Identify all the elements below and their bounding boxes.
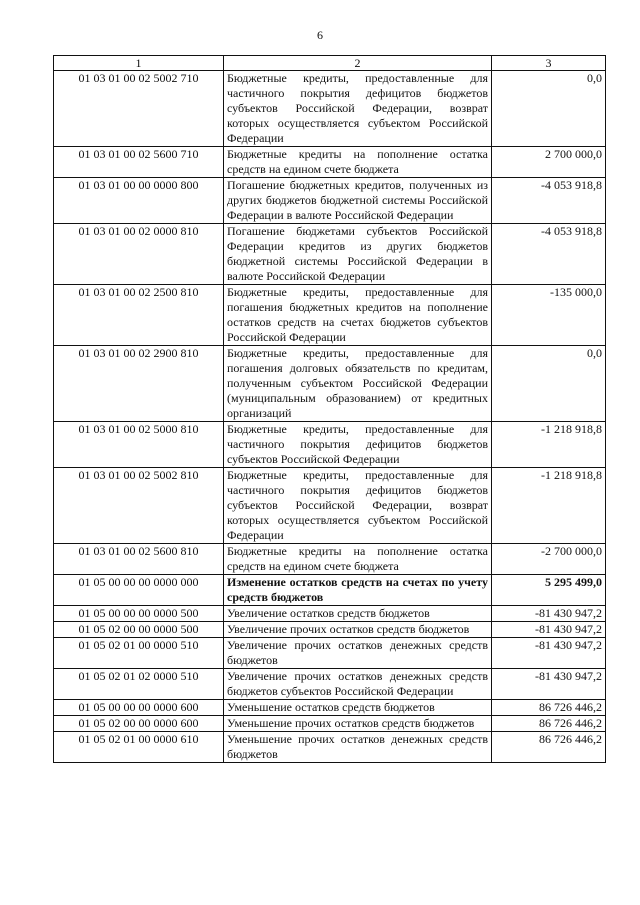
row-description-cell: Бюджетные кредиты, предоставленные для погашения долговых обязательств по кредитам, полученным субъектом Российской Федерации (муниципальным образованием) от кредитных организаций	[224, 346, 492, 422]
table-row	[54, 147, 606, 178]
row-code-cell: 01 03 01 00 02 5000 810	[54, 422, 224, 468]
table-row	[54, 544, 606, 575]
column-header-amount: 3	[492, 56, 606, 71]
table-header-row	[54, 56, 606, 71]
table-row	[54, 732, 606, 763]
row-description-cell: Уменьшение прочих остатков денежных средств бюджетов	[224, 732, 492, 763]
column-header-description: 2	[224, 56, 492, 71]
row-amount-cell: -4 053 918,8	[492, 224, 606, 285]
row-code-cell: 01 03 01 00 02 0000 810	[54, 224, 224, 285]
row-code-cell: 01 03 01 00 02 5002 810	[54, 468, 224, 544]
row-amount-cell: -1 218 918,8	[492, 468, 606, 544]
row-code-cell: 01 05 00 00 00 0000 500	[54, 606, 224, 622]
row-code-cell: 01 03 01 00 02 5600 710	[54, 147, 224, 178]
row-description-cell: Увеличение прочих остатков денежных средств бюджетов	[224, 638, 492, 669]
table-row	[54, 224, 606, 285]
row-code-cell: 01 05 00 00 00 0000 600	[54, 700, 224, 716]
row-code-cell: 01 03 01 00 02 5600 810	[54, 544, 224, 575]
table-body	[54, 71, 606, 763]
row-amount-cell: -81 430 947,2	[492, 669, 606, 700]
row-amount-cell: -135 000,0	[492, 285, 606, 346]
table-row	[54, 346, 606, 422]
row-amount-cell: -1 218 918,8	[492, 422, 606, 468]
table-row	[54, 575, 606, 606]
row-amount-cell: 86 726 446,2	[492, 700, 606, 716]
table-row	[54, 716, 606, 732]
column-header-code: 1	[54, 56, 224, 71]
row-amount-cell: 0,0	[492, 346, 606, 422]
row-description-cell: Увеличение остатков средств бюджетов	[224, 606, 492, 622]
table-row	[54, 669, 606, 700]
row-amount-cell: -81 430 947,2	[492, 622, 606, 638]
row-code-cell: 01 05 00 00 00 0000 000	[54, 575, 224, 606]
row-description-cell: Увеличение прочих остатков денежных средств бюджетов субъектов Российской Федерации	[224, 669, 492, 700]
table-row	[54, 178, 606, 224]
row-code-cell: 01 03 01 00 02 2900 810	[54, 346, 224, 422]
row-amount-cell: -81 430 947,2	[492, 606, 606, 622]
row-description-cell: Бюджетные кредиты на пополнение остатка средств на едином счете бюджета	[224, 147, 492, 178]
row-amount-cell: 5 295 499,0	[492, 575, 606, 606]
table-row	[54, 71, 606, 147]
row-amount-cell: -81 430 947,2	[492, 638, 606, 669]
table-row	[54, 285, 606, 346]
row-code-cell: 01 03 01 00 00 0000 800	[54, 178, 224, 224]
row-description-cell: Уменьшение прочих остатков средств бюджетов	[224, 716, 492, 732]
row-amount-cell: 86 726 446,2	[492, 732, 606, 763]
table-row	[54, 422, 606, 468]
row-description-cell: Бюджетные кредиты, предоставленные для частичного покрытия дефицитов бюджетов субъектов Российской Федерации, возврат которых осуществляется субъектом Российской Федерации	[224, 71, 492, 147]
table-row	[54, 606, 606, 622]
row-description-cell: Увеличение прочих остатков средств бюджетов	[224, 622, 492, 638]
row-description-cell: Уменьшение остатков средств бюджетов	[224, 700, 492, 716]
row-code-cell: 01 05 02 00 00 0000 500	[54, 622, 224, 638]
row-description-cell: Погашение бюджетных кредитов, полученных из других бюджетов бюджетной системы Российской Федерации в валюте Российской Федерации	[224, 178, 492, 224]
page-number: 6	[317, 28, 323, 42]
row-amount-cell: -2 700 000,0	[492, 544, 606, 575]
row-code-cell: 01 03 01 00 02 5002 710	[54, 71, 224, 147]
row-amount-cell: 0,0	[492, 71, 606, 147]
row-code-cell: 01 05 02 01 00 0000 510	[54, 638, 224, 669]
row-description-cell: Бюджетные кредиты, предоставленные для погашения бюджетных кредитов на пополнение остатков средств на счетах бюджетов субъектов Российской Федерации	[224, 285, 492, 346]
row-code-cell: 01 05 02 01 02 0000 510	[54, 669, 224, 700]
table-row	[54, 700, 606, 716]
row-description-cell: Бюджетные кредиты, предоставленные для частичного покрытия дефицитов бюджетов субъектов Российской Федерации	[224, 422, 492, 468]
row-description-cell: Бюджетные кредиты, предоставленные для частичного покрытия дефицитов бюджетов субъектов Российской Федерации, возврат которых осуществляется субъектом Российской Федерации	[224, 468, 492, 544]
table-row	[54, 468, 606, 544]
row-code-cell: 01 05 02 00 00 0000 600	[54, 716, 224, 732]
row-description-cell: Погашение бюджетами субъектов Российской Федерации кредитов из других бюджетов бюджетной системы Российской Федерации в валюте Российской Федерации	[224, 224, 492, 285]
row-amount-cell: 86 726 446,2	[492, 716, 606, 732]
row-code-cell: 01 05 02 01 00 0000 610	[54, 732, 224, 763]
table-row	[54, 638, 606, 669]
row-code-cell: 01 03 01 00 02 2500 810	[54, 285, 224, 346]
row-amount-cell: 2 700 000,0	[492, 147, 606, 178]
row-description-cell: Бюджетные кредиты на пополнение остатка средств на едином счете бюджета	[224, 544, 492, 575]
row-amount-cell: -4 053 918,8	[492, 178, 606, 224]
table-row	[54, 622, 606, 638]
budget-sources-table	[53, 55, 606, 763]
row-description-cell: Изменение остатков средств на счетах по учету средств бюджетов	[224, 575, 492, 606]
